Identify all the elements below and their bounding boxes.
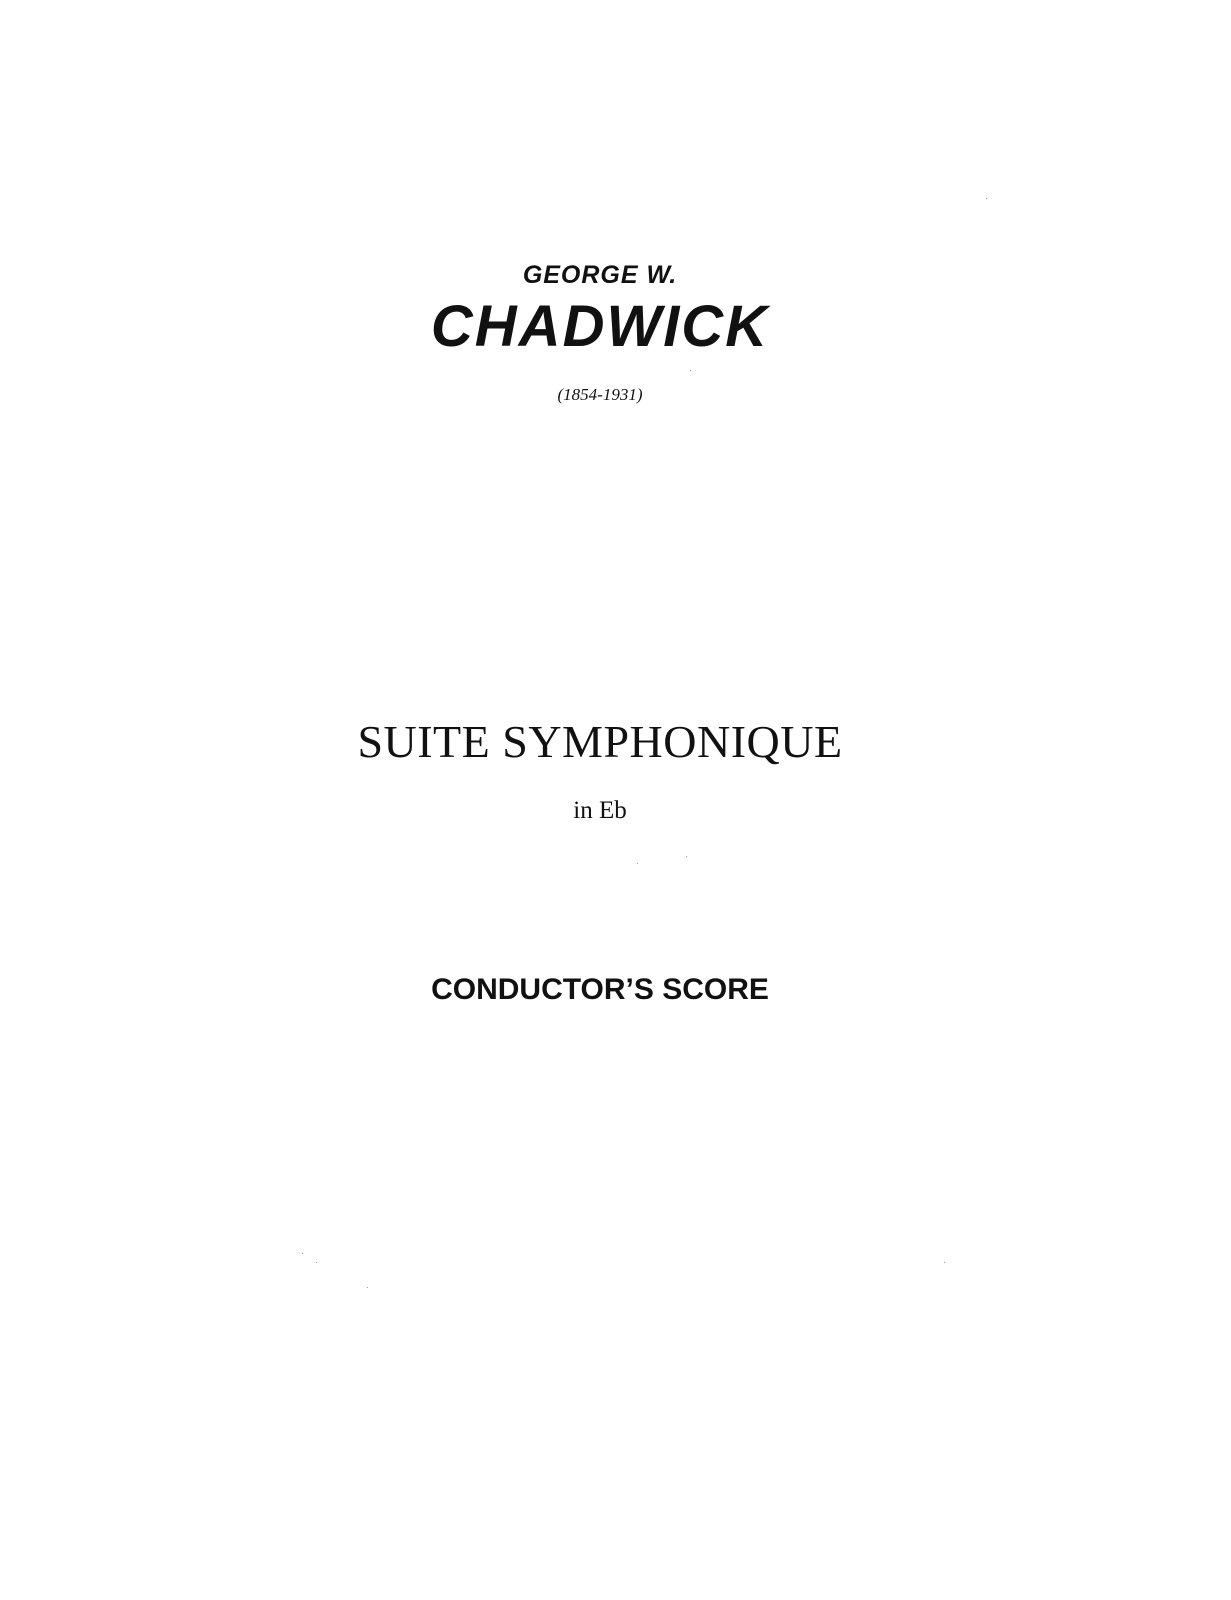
scan-speck (316, 1262, 317, 1263)
composer-dates: (1854-1931) (557, 385, 643, 404)
scan-speck (944, 1262, 945, 1263)
scan-speck (690, 370, 691, 371)
work-key: in Eb (573, 797, 627, 824)
composer-last-name: CHADWICK (430, 294, 770, 359)
work-title: SUITE SYMPHONIQUE (357, 716, 843, 767)
scan-speck (367, 1287, 368, 1288)
score-type-label: CONDUCTOR’S SCORE (431, 973, 769, 1006)
scan-speck (637, 863, 638, 864)
scan-speck (686, 856, 687, 857)
scan-speck (302, 1253, 303, 1254)
scan-speck (986, 198, 987, 199)
composer-first-name: GEORGE W. (522, 261, 678, 289)
